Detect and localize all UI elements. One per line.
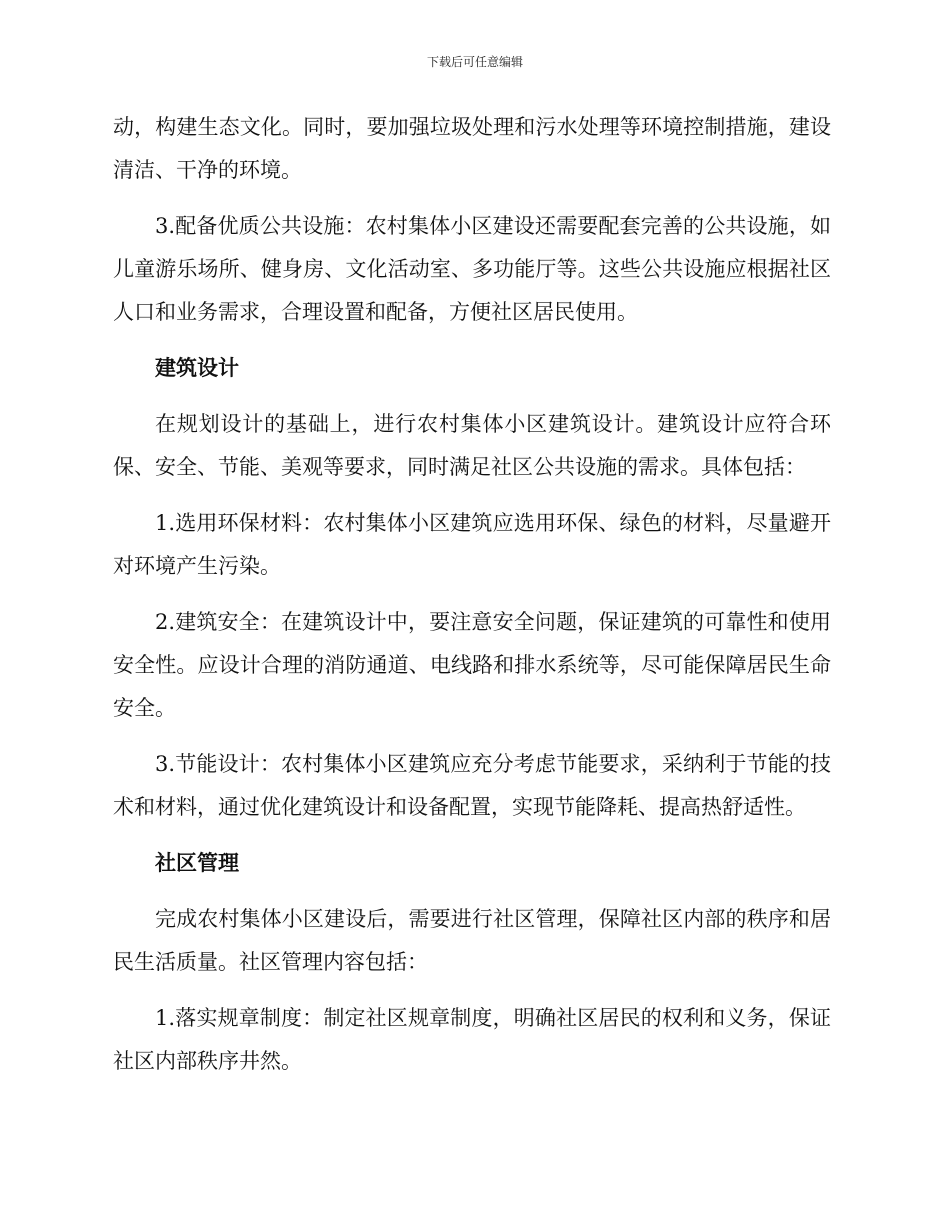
page-header: 下载后可任意编辑 xyxy=(426,55,523,69)
paragraph: 动，构建生态文化。同时，要加强垃圾处理和污水处理等环境控制措施，建设清洁、干净的环境。 xyxy=(113,115,831,182)
paragraph: 1.落实规章制度：制定社区规章制度，明确社区居民的权利和义务，保证社区内部秩序井然。 xyxy=(113,1006,831,1073)
paragraph: 完成农村集体小区建设后，需要进行社区管理，保障社区内部的秩序和居民生活质量。社区管理内容包括： xyxy=(113,907,831,974)
paragraph: 在规划设计的基础上，进行农村集体小区建筑设计。建筑设计应符合环保、安全、节能、美观等要求，同时满足社区公共设施的需求。具体包括： xyxy=(113,412,831,479)
paragraph: 2.建筑安全：在建筑设计中，要注意安全问题，保证建筑的可靠性和使用安全性。应设计合理的消防通道、电线路和排水系统等，尽可能保障居民生命安全。 xyxy=(113,610,831,720)
section-heading-community-management: 社区管理 xyxy=(155,851,239,875)
paragraph: 3.节能设计：农村集体小区建筑应充分考虑节能要求，采纳利于节能的技术和材料，通过优化建筑设计和设备配置，实现节能降耗、提高热舒适性。 xyxy=(113,752,831,819)
section-heading-architecture: 建筑设计 xyxy=(155,356,239,380)
document-body xyxy=(113,106,831,1096)
paragraph: 3.配备优质公共设施：农村集体小区建设还需要配套完善的公共设施，如儿童游乐场所、健身房、文化活动室、多功能厅等。这些公共设施应根据社区人口和业务需求，合理设置和配备，方便社区居民使用。 xyxy=(113,214,831,324)
paragraph: 1.选用环保材料：农村集体小区建筑应选用环保、绿色的材料，尽量避开对环境产生污染。 xyxy=(113,511,831,578)
